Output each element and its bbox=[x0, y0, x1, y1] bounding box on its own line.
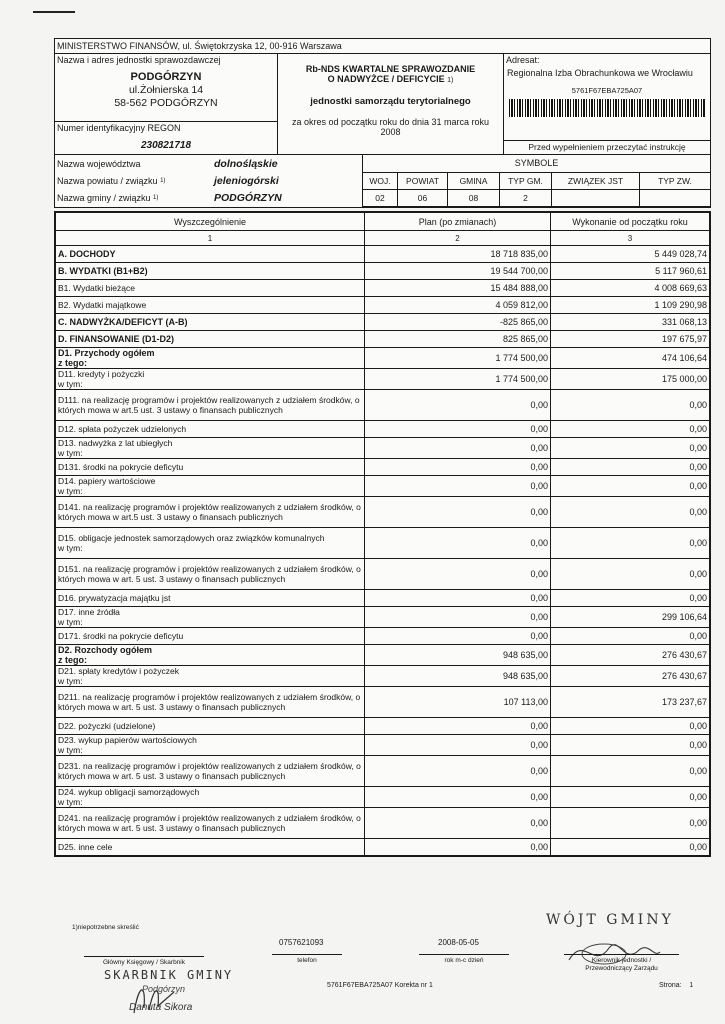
row-plan-value: 0,00 bbox=[365, 590, 551, 607]
row-execution-value: 0,00 bbox=[551, 421, 710, 438]
row-label: D11. kredyty i pożyczki w tym: bbox=[56, 369, 365, 390]
row-execution-value: 331 068,13 bbox=[551, 314, 710, 331]
table-row bbox=[56, 735, 710, 756]
commune-value: PODGÓRZYN bbox=[214, 191, 282, 204]
table-row bbox=[56, 390, 710, 421]
phone-number: 0757621093 bbox=[279, 938, 324, 947]
row-plan-value: 0,00 bbox=[365, 421, 551, 438]
row-execution-value: 0,00 bbox=[551, 735, 710, 756]
row-execution-value: 0,00 bbox=[551, 718, 710, 735]
table-row bbox=[56, 369, 710, 390]
row-plan-value: 0,00 bbox=[365, 787, 551, 808]
addressee-name: Regionalna Izba Obrachunkowa we Wrocławiu bbox=[507, 68, 693, 78]
row-plan-value: 0,00 bbox=[365, 459, 551, 476]
treasurer-signature bbox=[124, 978, 184, 1018]
row-label: D1. Przychody ogółem z tego: bbox=[56, 348, 365, 369]
table-row bbox=[56, 314, 710, 331]
table-row bbox=[56, 559, 710, 590]
sym-head-powiat: POWIAT bbox=[398, 173, 448, 190]
row-plan-value: 0,00 bbox=[365, 839, 551, 856]
row-plan-value: 0,00 bbox=[365, 756, 551, 787]
county-label: Nazwa powiatu / związku bbox=[57, 175, 158, 186]
row-execution-value: 0,00 bbox=[551, 808, 710, 839]
row-label: C. NADWYŻKA/DEFICYT (A-B) bbox=[56, 314, 365, 331]
row-label: D12. spłata pożyczek udzielonych bbox=[56, 421, 365, 438]
reporting-unit-box bbox=[55, 54, 278, 154]
addressee-box bbox=[504, 54, 710, 154]
report-title: Rb-NDS KWARTALNE SPRAWOZDANIE bbox=[305, 64, 476, 74]
row-plan-value: 18 718 835,00 bbox=[365, 246, 551, 263]
row-execution-value: 197 675,97 bbox=[551, 331, 710, 348]
row-plan-value: 19 544 700,00 bbox=[365, 263, 551, 280]
treasurer-name: Danuta Sikora bbox=[129, 1002, 193, 1013]
row-execution-value: 0,00 bbox=[551, 839, 710, 856]
row-execution-value: 5 449 028,74 bbox=[551, 246, 710, 263]
treasurer-stamp: SKARBNIK GMINY bbox=[104, 968, 234, 982]
accountant-label: Główny Księgowy / Skarbnik bbox=[84, 956, 204, 966]
unit-name: PODGÓRZYN bbox=[130, 71, 202, 83]
report-title-box bbox=[278, 54, 504, 154]
report-header bbox=[54, 38, 711, 208]
table-row bbox=[56, 718, 710, 735]
table-row bbox=[56, 756, 710, 787]
addressee-label: Adresat: bbox=[506, 55, 540, 65]
table-row bbox=[56, 280, 710, 297]
sym-val-woj: 02 bbox=[363, 190, 398, 207]
table-row bbox=[56, 607, 710, 628]
table-row bbox=[56, 297, 710, 314]
table-row bbox=[56, 348, 710, 369]
row-label: D22. pożyczki (udzielone) bbox=[56, 718, 365, 735]
commune-note: 1) bbox=[153, 194, 159, 201]
row-plan-value: 0,00 bbox=[365, 735, 551, 756]
row-execution-value: 0,00 bbox=[551, 628, 710, 645]
table-row bbox=[56, 787, 710, 808]
table-row bbox=[56, 839, 710, 856]
table-row bbox=[56, 263, 710, 280]
head-label bbox=[564, 954, 679, 973]
row-label: D. FINANSOWANIE (D1-D2) bbox=[56, 331, 365, 348]
financial-table bbox=[54, 211, 711, 857]
head-label-2: Przewodniczący Zarządu bbox=[585, 965, 658, 972]
row-plan-value: 948 635,00 bbox=[365, 645, 551, 666]
row-label: D131. środki na pokrycie deficytu bbox=[56, 459, 365, 476]
unit-label: Nazwa i adres jednostki sprawozdawczej bbox=[57, 55, 221, 65]
row-label: B2. Wydatki majątkowe bbox=[56, 297, 365, 314]
table-row bbox=[56, 808, 710, 839]
instruction-note: Przed wypełnieniem przeczytać instrukcję bbox=[504, 140, 710, 154]
row-label: D241. na realizację programów i projektów realizowanych z udziałem środków, o których mowa w art. 5 ust. 3 ustawy o finansach publicznych bbox=[56, 808, 365, 839]
row-label: D21. spłaty kredytów i pożyczek w tym: bbox=[56, 666, 365, 687]
row-label: D171. środki na pokrycie deficytu bbox=[56, 628, 365, 645]
phone-label: telefon bbox=[272, 954, 342, 964]
page-number bbox=[659, 982, 693, 989]
row-plan-value: 15 484 888,00 bbox=[365, 280, 551, 297]
row-plan-value: 1 774 500,00 bbox=[365, 348, 551, 369]
symbols-title: SYMBOLE bbox=[363, 155, 710, 173]
row-execution-value: 0,00 bbox=[551, 459, 710, 476]
row-execution-value: 0,00 bbox=[551, 756, 710, 787]
report-year: 2008 bbox=[380, 127, 401, 137]
row-execution-value: 299 106,64 bbox=[551, 607, 710, 628]
row-execution-value: 0,00 bbox=[551, 559, 710, 590]
footnote: 1)niepotrzebne skreślić bbox=[72, 924, 139, 931]
row-execution-value: 0,00 bbox=[551, 497, 710, 528]
sym-head-typ-zw: TYP ZW. bbox=[640, 173, 710, 190]
row-plan-value: 0,00 bbox=[365, 808, 551, 839]
document-id: 5761F67EBA725A07 bbox=[571, 86, 643, 95]
row-plan-value: 0,00 bbox=[365, 528, 551, 559]
col-header-description: Wyszczególnienie bbox=[56, 213, 365, 231]
unit-street: ul.Żołnierska 14 bbox=[128, 84, 204, 96]
row-label: D211. na realizację programów i projektów realizowanych z udziałem środków, o których mowa w art. 5 ust. 3 ustawy o finansach publicznych bbox=[56, 687, 365, 718]
row-execution-value: 0,00 bbox=[551, 528, 710, 559]
date-label: rok m-c dzień bbox=[419, 954, 509, 964]
row-execution-value: 4 008 669,63 bbox=[551, 280, 710, 297]
unit-city: 58-562 PODGÓRZYN bbox=[114, 97, 218, 109]
symbols-section bbox=[55, 155, 710, 207]
row-plan-value: 825 865,00 bbox=[365, 331, 551, 348]
row-execution-value: 0,00 bbox=[551, 390, 710, 421]
row-label: D111. na realizację programów i projektów realizowanych z udziałem środków, o których mowa w art.5 ust. 3 ustawy o finansach publicznych bbox=[56, 390, 365, 421]
sym-head-typ-gm: TYP GM. bbox=[500, 173, 552, 190]
table-row bbox=[56, 246, 710, 263]
row-label: B. WYDATKI (B1+B2) bbox=[56, 263, 365, 280]
row-label: D141. na realizację programów i projektów realizowanych z udziałem środków, o których mowa w art.5 ust. 3 ustawy o finansach publicznych bbox=[56, 497, 365, 528]
row-label: A. DOCHODY bbox=[56, 246, 365, 263]
row-plan-value: 0,00 bbox=[365, 607, 551, 628]
row-plan-value: 0,00 bbox=[365, 718, 551, 735]
row-execution-value: 474 106,64 bbox=[551, 348, 710, 369]
col-header-plan: Plan (po zmianach) bbox=[365, 213, 551, 231]
table-row bbox=[56, 628, 710, 645]
table-row bbox=[56, 590, 710, 607]
row-label: D231. na realizację programów i projektów realizowanych z udziałem środków, o których mowa w art. 5 ust. 3 ustawy o finansach publicznych bbox=[56, 756, 365, 787]
row-execution-value: 5 117 960,61 bbox=[551, 263, 710, 280]
ministry-address: MINISTERSTWO FINANSÓW, ul. Świętokrzyska 12, 00-916 Warszawa bbox=[55, 39, 710, 54]
row-label: D14. papiery wartościowe w tym: bbox=[56, 476, 365, 497]
sym-val-typ-gm: 2 bbox=[500, 190, 552, 207]
row-plan-value: 107 113,00 bbox=[365, 687, 551, 718]
table-row bbox=[56, 459, 710, 476]
row-plan-value: -825 865,00 bbox=[365, 314, 551, 331]
row-label: D17. inne źródła w tym: bbox=[56, 607, 365, 628]
col-header-execution: Wykonanie od początku roku bbox=[551, 213, 710, 231]
row-execution-value: 0,00 bbox=[551, 438, 710, 459]
mayor-stamp: WÓJT GMINY bbox=[546, 912, 674, 928]
voivodeship-value: dolnośląskie bbox=[214, 157, 278, 170]
row-label: D151. na realizację programów i projektów realizowanych z udziałem środków, o których mowa w art. 5 ust. 3 ustawy o finansach publicznych bbox=[56, 559, 365, 590]
sym-head-gmina: GMINA bbox=[448, 173, 500, 190]
sym-head-woj: WOJ. bbox=[363, 173, 398, 190]
table-row bbox=[56, 528, 710, 559]
row-plan-value: 948 635,00 bbox=[365, 666, 551, 687]
correction-id: 5761F67EBA725A07 Korekta nr 1 bbox=[327, 982, 433, 989]
symbols-grid bbox=[363, 173, 710, 207]
row-execution-value: 276 430,67 bbox=[551, 666, 710, 687]
page-value: 1 bbox=[689, 982, 694, 989]
treasurer-place: Podgórzyn bbox=[142, 984, 186, 994]
sym-head-zwiazek: ZWIĄZEK JST bbox=[552, 173, 640, 190]
table-row bbox=[56, 687, 710, 718]
row-execution-value: 276 430,67 bbox=[551, 645, 710, 666]
table-row bbox=[56, 476, 710, 497]
sym-val-gmina: 08 bbox=[448, 190, 500, 207]
row-plan-value: 0,00 bbox=[365, 628, 551, 645]
commune-label: Nazwa gminy / związku bbox=[57, 192, 151, 203]
sym-val-zwiazek bbox=[552, 190, 640, 207]
row-plan-value: 0,00 bbox=[365, 497, 551, 528]
col-number-2: 2 bbox=[365, 231, 551, 246]
row-plan-value: 0,00 bbox=[365, 390, 551, 421]
table-row bbox=[56, 438, 710, 459]
voivodeship-label: Nazwa województwa bbox=[57, 158, 141, 169]
table-row bbox=[56, 645, 710, 666]
sym-val-typ-zw bbox=[640, 190, 710, 207]
report-title-note: 1) bbox=[447, 77, 454, 84]
regon-label: Numer identyfikacyjny REGON bbox=[57, 123, 181, 133]
table-row bbox=[56, 666, 710, 687]
scan-mark bbox=[33, 11, 75, 13]
report-title-2: O NADWYŻCE / DEFICYCIE bbox=[327, 74, 445, 84]
row-label: D2. Rozchody ogółem z tego: bbox=[56, 645, 365, 666]
row-label: D23. wykup papierów wartościowych w tym: bbox=[56, 735, 365, 756]
row-label: D15. obligacje jednostek samorządowych oraz związków komunalnych w tym: bbox=[56, 528, 365, 559]
row-execution-value: 175 000,00 bbox=[551, 369, 710, 390]
regon-number: 230821718 bbox=[140, 140, 192, 151]
row-label: D13. nadwyżka z lat ubiegłych w tym: bbox=[56, 438, 365, 459]
report-period: za okres od początku roku do dnia 31 marca roku bbox=[291, 117, 490, 127]
row-execution-value: 0,00 bbox=[551, 590, 710, 607]
table-row bbox=[56, 497, 710, 528]
row-execution-value: 0,00 bbox=[551, 787, 710, 808]
row-plan-value: 4 059 812,00 bbox=[365, 297, 551, 314]
head-label-1: Kierownik jednostki / bbox=[591, 957, 652, 964]
row-execution-value: 1 109 290,98 bbox=[551, 297, 710, 314]
row-execution-value: 0,00 bbox=[551, 476, 710, 497]
report-date: 2008-05-05 bbox=[438, 938, 479, 947]
row-plan-value: 1 774 500,00 bbox=[365, 369, 551, 390]
row-label: B1. Wydatki bieżące bbox=[56, 280, 365, 297]
row-execution-value: 173 237,67 bbox=[551, 687, 710, 718]
table-row bbox=[56, 421, 710, 438]
col-number-1: 1 bbox=[56, 231, 365, 246]
page-label: Strona: bbox=[659, 982, 682, 989]
barcode bbox=[509, 99, 705, 117]
county-note: 1) bbox=[160, 177, 166, 184]
signature-footer bbox=[54, 912, 709, 1024]
report-subtitle: jednostki samorządu terytorialnego bbox=[310, 96, 471, 107]
sym-val-powiat: 06 bbox=[398, 190, 448, 207]
row-label: D16. prywatyzacja majątku jst bbox=[56, 590, 365, 607]
row-label: D25. inne cele bbox=[56, 839, 365, 856]
row-plan-value: 0,00 bbox=[365, 559, 551, 590]
row-label: D24. wykup obligacji samorządowych w tym: bbox=[56, 787, 365, 808]
table-row bbox=[56, 331, 710, 348]
row-plan-value: 0,00 bbox=[365, 438, 551, 459]
county-value: jeleniogórski bbox=[214, 174, 279, 187]
col-number-3: 3 bbox=[551, 231, 710, 246]
row-plan-value: 0,00 bbox=[365, 476, 551, 497]
